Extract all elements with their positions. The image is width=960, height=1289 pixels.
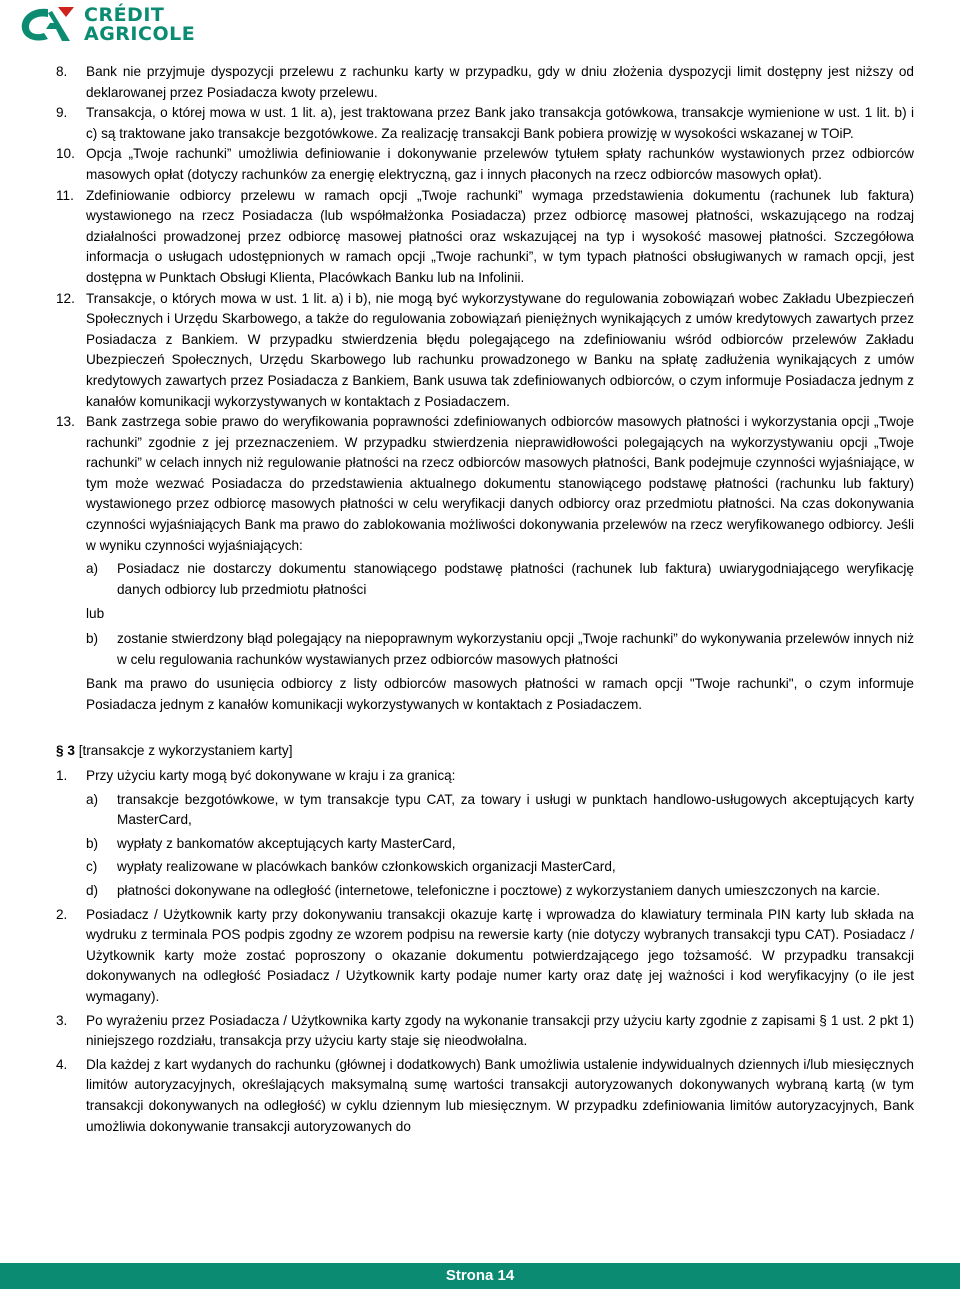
document-body — [56, 62, 914, 1137]
sub-item-text: zostanie stwierdzony błąd polegający na niepoprawnym wykorzystaniu opcji „Twoje rachunki” do wykonywania przelewów innych niż w celu regulowania rachunków wystawianych przez odbiorców masowych płatności — [117, 631, 914, 667]
sub-item — [86, 790, 914, 831]
conjunction-text: lub — [86, 606, 105, 622]
sub-item — [86, 559, 914, 600]
list-item — [56, 144, 914, 185]
item-text: Bank nie przyjmuje dyspozycji przelewu z rachunku karty w przypadku, gdy w dniu złożenia dyspozycji limit dostępny jest niższy od deklarowanej przez Posiadacza kwoty przelewu. — [86, 64, 914, 100]
list-item — [56, 103, 914, 144]
item-number: 10. — [56, 146, 75, 162]
item-13-conclusion: Bank ma prawo do usunięcia odbiorcy z listy odbiorców masowych płatności w ramach opcji "Twoje rachunki", o czym informuje Posiadacza jednym z kanałów komunikacji wykorzystywanych w kontaktach z Posiadaczem. — [86, 676, 914, 712]
item-text: Transakcja, o której mowa w ust. 1 lit. a), jest traktowana przez Bank jako transakcja gotówkowa, transakcje wymienione w ust. 1 lit. b) i c) są traktowane jako transakcje bezgotówkowe. Za realizację transakcji Bank pobiera prowizję w wysokości wskazanej w TOiP. — [86, 105, 914, 141]
item-number: 12. — [56, 290, 75, 306]
item-number: 2. — [56, 906, 68, 922]
list-item — [56, 905, 914, 1008]
item-number: 9. — [56, 105, 68, 121]
page-footer — [0, 1263, 960, 1289]
logo-line-2: AGRICOLE — [84, 23, 196, 45]
section-title: [transakcje z wykorzystaniem karty] — [78, 743, 293, 759]
section-heading — [56, 741, 914, 762]
sub-item-text: transakcje bezgotówkowe, w tym transakcje typu CAT, za towary i usługi w punktach handlowo-usługowych akceptujących karty MasterCard, — [117, 791, 914, 828]
sub-item-text: płatności dokonywane na odległość (internetowe, telefoniczne i pocztowe) z wykorzystaniem danych umieszczonych na karcie. — [117, 882, 881, 898]
list-item — [56, 1011, 914, 1052]
item-text: Bank zastrzega sobie prawo do weryfikowania poprawności zdefiniowanych odbiorców masowych płatności i wykorzystania opcji „Twoje rachunki” zgodnie z jej przeznaczeniem. W przypadku stwierdzenia nieprawidłowości polegających na wykorzystywaniu opcji „Twoje rachunki” w celach innych niż regulowanie płatności na rzecz odbiorców masowych płatności, Bank podejmuje czynności wyjaśniające, w tym może wezwać Posiadacza do przedstawienia aktualnego dokumentu stanowiącego podstawę płatności (rachunku lub faktury) wystawionego przez odbiorcę masowych płatności w celu weryfikacji danych odbiorcy oraz przedmiotu płatności. Na czas dokonywania czynności wyjaśniających Bank ma prawo do zablokowania możliwości dokonywania przelewów na rzecz weryfikowanego odbiorcy. Jeśli w wyniku czynności wyjaśniających: — [86, 414, 914, 553]
sub-item — [86, 834, 914, 855]
sub-item-text: wypłaty realizowane w placówkach banków członkowskich organizacji MasterCard, — [117, 859, 616, 875]
sub-item-text: wypłaty z bankomatów akceptujących karty MasterCard, — [117, 835, 456, 851]
sub-item-label: a) — [86, 791, 99, 807]
list-item — [56, 289, 914, 413]
item-text: Przy użyciu karty mogą być dokonywane w kraju i za granicą: — [86, 768, 456, 783]
item-text: Po wyrażeniu przez Posiadacza / Użytkownika karty zgody na wykonanie transakcji przy użyciu karty zgodnie z zapisami § 1 ust. 2 pkt 1) niniejszego rozdziału, transakcja przy użyciu karty staje się nieodwołalna. — [86, 1012, 914, 1049]
item-number: 1. — [56, 768, 68, 783]
item-number: 13. — [56, 414, 75, 430]
item-text: Posiadacz / Użytkownik karty przy dokonywaniu transakcji okazuje kartę i wprowadza do klawiatury terminala PIN karty lub składa na wydruku z terminala POS podpis zgodny ze wzorem podpisu na rewersie karty (nie dotyczy wybranych transakcji typu CAT). Posiadacz / Użytkownik karty może zostać poproszony o okazanie dokumentu potwierdzającego jego tożsamość. W przypadku transakcji dokonywanych na odległość Posiadacz / Użytkownik karty podaje numer karty oraz datę jej ważności i kod weryfikacyjny (o ile jest wymagany). — [86, 906, 914, 1004]
list-item — [56, 1055, 914, 1137]
item-text: Opcja „Twoje rachunki” umożliwia definiowanie i dokonywanie przelewów tytułem spłaty rachunków wystawionych przez odbiorców masowych opłat (dotyczy rachunków za energię elektryczną, gaz i innych płaconych na rzecz odbiorców masowych opłat). — [86, 146, 914, 182]
list-item — [56, 62, 914, 103]
item-number: 8. — [56, 64, 68, 79]
sub-item-text: Posiadacz nie dostarczy dokumentu stanowiącego podstawę płatności (rachunek lub faktura) uwiarygodniającego weryfikację danych odbiorcy lub przedmiotu płatności — [117, 561, 914, 597]
sub-item — [86, 857, 914, 878]
item-text: Transakcje, o których mowa w ust. 1 lit. a) i b), nie mogą być wykorzystywane do regulowania zobowiązań wobec Zakładu Ubezpieczeń Społecznych i Urzędu Skarbowego, a także do regulowania zobowiązań pieniężnych wynikających z umów kredytowych zawartych przez Posiadacza z Bankiem. W przypadku stwierdzenia błędu polegającego na zdefiniowaniu wśród odbiorców przelewów Zakładu Ubezpieczeń Społecznych, Urzędu Skarbowego lub rachunku prowadzonego w Banku na spłatę zadłużenia wynikających z umów kredytowych zawartych przez Posiadacza z Bankiem, Bank usuwa tak zdefiniowanych odbiorców, o czym informuje Posiadacza jednym z kanałów komunikacji wykorzystywanych w kontaktach z Posiadaczem. — [86, 290, 914, 409]
section-sign: § 3 — [56, 743, 75, 759]
sub-item-label: b) — [86, 631, 99, 647]
sub-item-label: b) — [86, 835, 99, 851]
credit-agricole-logo — [18, 4, 195, 46]
sub-item-label: d) — [86, 882, 99, 898]
page-number: Strona 14 — [445, 1267, 515, 1284]
credit-agricole-logo-icon — [18, 5, 76, 45]
item-text: Zdefiniowanie odbiorcy przelewu w ramach opcji „Twoje rachunki” wymaga przedstawienia dokumentu (rachunek lub faktura) wystawionego na rzecz Posiadacza (lub współmałżonka Posiadacza) przez odbiorcę masowej płatności, wskazującego na rodzaj działalności prowadzonej przez odbiorcę masowej płatności oraz wskazującej na typ i wysokość masowej płatności. Szczegółowa informacja o usługach udostępnionych w ramach opcji „Twoje rachunki”, w tym typach płatności obsługiwanych w ramach opcji, jest dostępna w Punktach Obsługi Klienta, Placówkach Banku lub na Infolinii. — [86, 187, 914, 285]
sub-item-label: c) — [86, 859, 98, 875]
item-text: Dla każdej z kart wydanych do rachunku (głównej i dodatkowych) Bank umożliwia ustalenie indywidualnych dziennych i/lub miesięcznych limitów autoryzacyjnych, określających maksymalną sumę wartości transakcji autoryzowanych dokonywanych wybraną kartą (w tym transakcji dokonywanych na odległość) w cyklu dziennym lub miesięcznym. W przypadku zdefiniowania limitów autoryzacyjnych, Bank umożliwia dokonywanie transakcji autoryzowanych do — [86, 1056, 914, 1134]
item-number: 3. — [56, 1012, 68, 1028]
list-item — [56, 412, 914, 556]
logo-line-1: CRÉDIT — [84, 4, 165, 26]
sub-item — [86, 629, 914, 670]
list-item — [56, 186, 914, 289]
item-number: 11. — [56, 187, 74, 203]
list-item — [56, 766, 914, 787]
item-number: 4. — [56, 1056, 68, 1072]
sub-item — [86, 881, 914, 902]
sub-item-label: a) — [86, 561, 99, 577]
